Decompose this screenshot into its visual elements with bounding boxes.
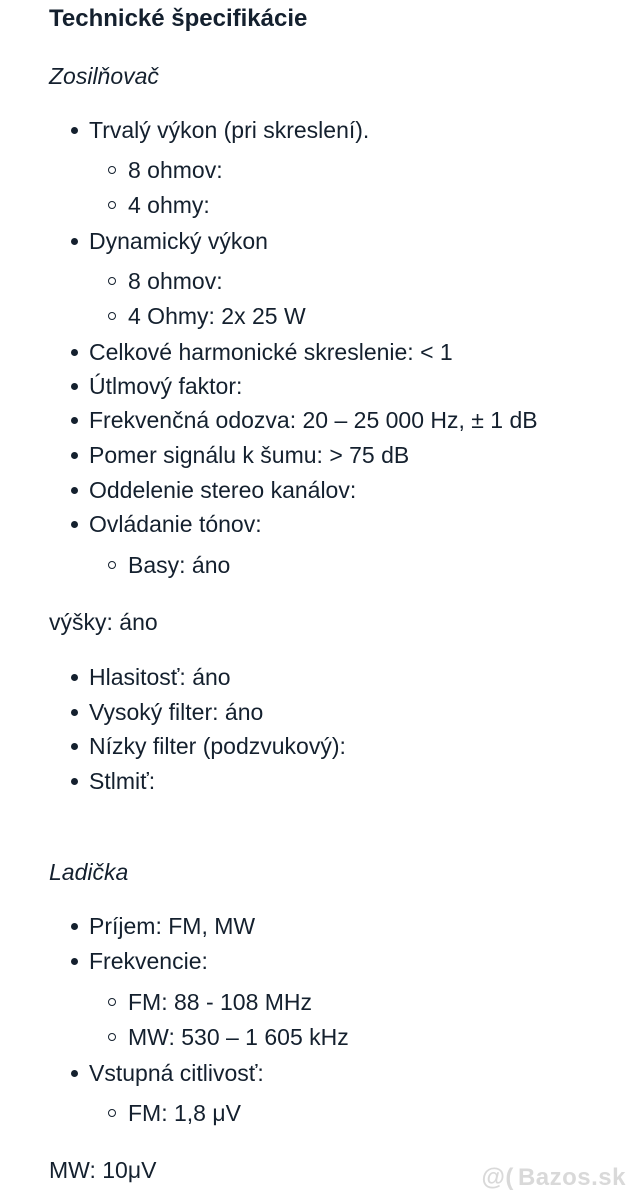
list-item: Frekvencie: — [89, 948, 208, 974]
page-title: Technické špecifikácie — [49, 5, 308, 32]
sub-list-item: FM: 88 - 108 MHz — [128, 989, 313, 1015]
paragraph-mw-sensitivity: MW: 10μV — [49, 1157, 157, 1183]
list-item: Vysoký filter: áno — [89, 699, 264, 725]
list-item: Oddelenie stereo kanálov: — [89, 477, 357, 503]
list-item: Nízky filter (podzvukový): — [89, 733, 346, 759]
list-item: Útlmový faktor: — [89, 373, 243, 399]
list-item: Frekvenčná odozva: 20 – 25 000 Hz, ± 1 dB — [89, 407, 538, 433]
list-item: Príjem: FM, MW — [89, 913, 256, 939]
watermark-text: Bazos.sk — [517, 1164, 626, 1191]
section-heading-amplifier: Zosilňovač — [49, 63, 159, 89]
sub-list-item: MW: 530 – 1 605 kHz — [128, 1024, 349, 1050]
paragraph-treble: výšky: áno — [49, 609, 158, 635]
list-item: Hlasitosť: áno — [89, 664, 231, 690]
list-item: Celkové harmonické skreslenie: < 1 — [89, 339, 453, 365]
at-sign-icon: @( — [481, 1164, 514, 1191]
list-item: Vstupná citlivosť: — [89, 1060, 264, 1086]
sub-list-item: Basy: áno — [128, 552, 231, 578]
sub-list-item: FM: 1,8 μV — [128, 1100, 241, 1126]
list-item: Stlmiť: — [89, 768, 156, 794]
sub-list-item: 8 ohmov: — [128, 157, 223, 183]
list-item: Trvalý výkon (pri skreslení). — [89, 117, 370, 143]
watermark — [482, 1164, 626, 1192]
section-heading-tuner: Ladička — [49, 859, 129, 885]
sub-list-item: 8 ohmov: — [128, 268, 223, 294]
sub-list-item: 4 Ohmy: 2x 25 W — [128, 303, 306, 329]
list-item: Pomer signálu k šumu: > 75 dB — [89, 442, 410, 468]
list-item: Dynamický výkon — [89, 228, 268, 254]
list-item: Ovládanie tónov: — [89, 511, 262, 537]
sub-list-item: 4 ohmy: — [128, 192, 210, 218]
